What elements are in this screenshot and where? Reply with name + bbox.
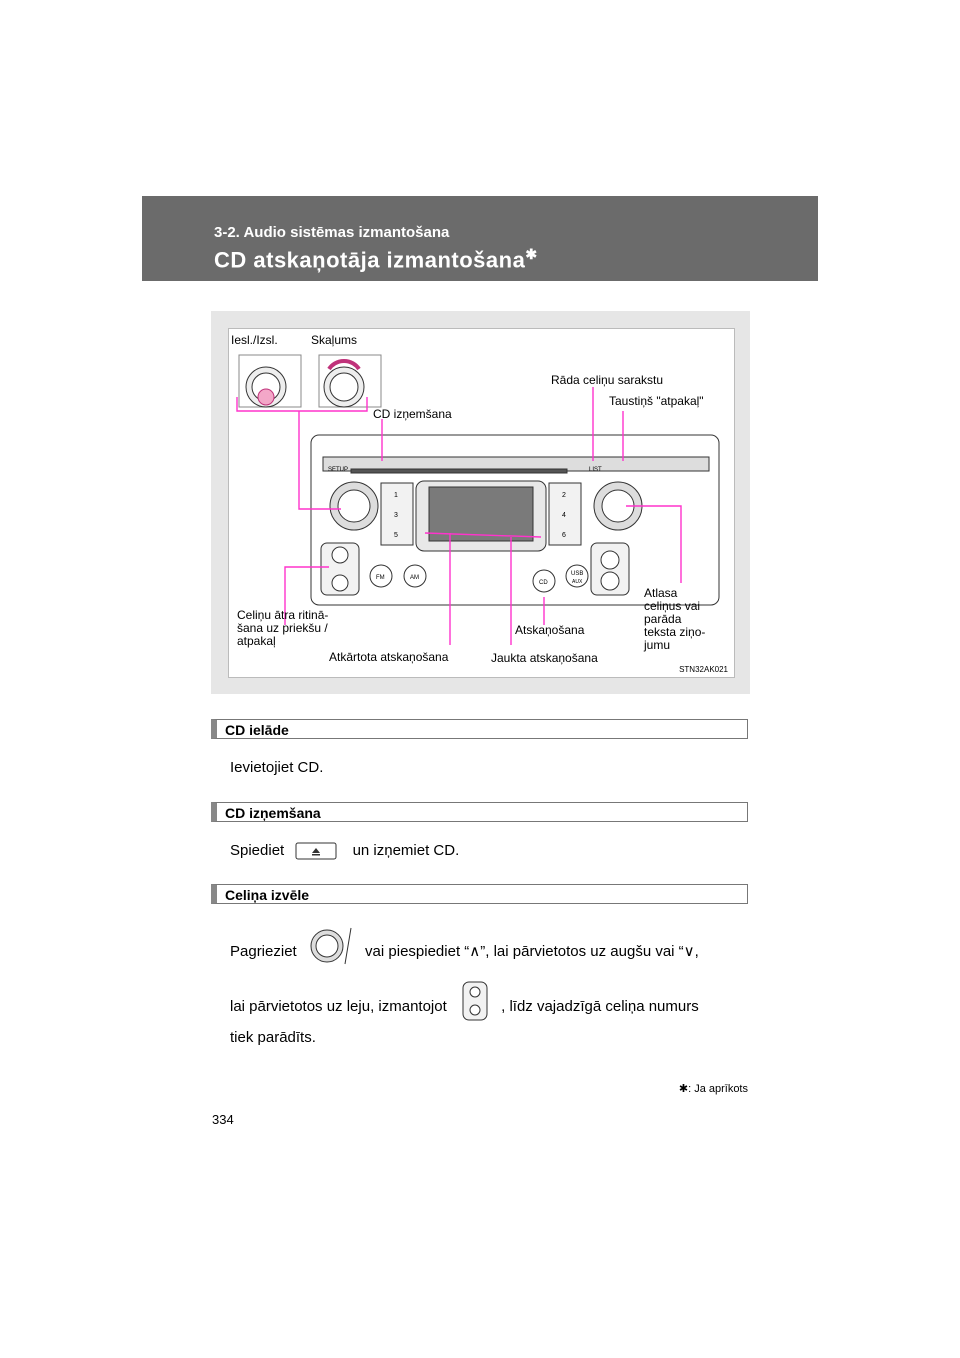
label-select-line2: celiņus vai	[644, 599, 701, 613]
label-select	[644, 587, 705, 652]
footnote-text: : Ja aprīkots	[688, 1083, 748, 1095]
volume-knob-inset	[319, 355, 381, 407]
preset-4: 4	[562, 512, 566, 519]
preset-1: 1	[394, 492, 398, 499]
label-repeat: Atkārtota atskaņošana	[329, 650, 449, 664]
track-text-2a: lai pārvietotos uz leju, izmantojot	[230, 997, 447, 1015]
section-cd-eject	[211, 802, 748, 822]
am-button-label: AM	[410, 575, 419, 581]
label-seek-line2: šana uz priekšu /	[237, 621, 328, 635]
optional-mark: ✱	[525, 246, 538, 262]
section-cd-eject-title: CD izņemšana	[225, 805, 321, 821]
label-select-line5: jumu	[644, 638, 671, 652]
cd-eject-text	[230, 841, 459, 861]
label-eject: CD izņemšana	[373, 407, 452, 421]
preset-3: 3	[394, 512, 398, 519]
label-seek	[237, 609, 328, 648]
label-seek-line1: Celiņu ātra ritinā-	[237, 608, 329, 622]
label-back: Taustiņš "atpakaļ"	[609, 394, 704, 408]
label-play: Atskaņošana	[515, 623, 585, 637]
section-cd-load	[211, 719, 748, 739]
page-title-text: CD atskaņotāja izmantošana	[214, 247, 526, 273]
label-power: Iesl./Izsl.	[231, 333, 278, 347]
section-track-select-title: Celiņa izvēle	[225, 887, 310, 903]
label-select-line4: teksta ziņo-	[644, 625, 706, 639]
preset-5: 5	[394, 532, 398, 539]
label-volume: Skaļums	[311, 333, 358, 347]
preset-6: 6	[562, 532, 566, 539]
section-label: 3-2. Audio sistēmas izmantošana	[214, 224, 450, 241]
page-number: 334	[212, 1112, 234, 1127]
label-seek-line3: atpakaļ	[237, 634, 276, 648]
cd-button-label: CD	[539, 580, 548, 586]
eject-text-before: Spiediet	[230, 842, 285, 859]
power-knob-inset	[239, 355, 301, 407]
figure-code: STN32AK021	[679, 665, 728, 674]
list-button-label: LIST	[589, 467, 602, 473]
label-random: Jaukta atskaņošana	[491, 651, 598, 665]
footnote-mark: ✱	[678, 1083, 689, 1095]
label-select-line1: Atlasa	[644, 586, 678, 600]
audio-panel-figure	[211, 311, 750, 694]
track-select-line3: tiek parādīts.	[230, 1029, 316, 1046]
audio-unit	[311, 435, 719, 605]
label-list: Rāda celiņu sarakstu	[551, 373, 664, 387]
page-title	[214, 246, 538, 273]
tune-knob-icon	[307, 926, 355, 966]
eject-button-icon	[294, 842, 342, 860]
section-cd-load-title: CD ielāde	[225, 722, 289, 738]
eject-text-after: un izņemiet CD.	[352, 842, 460, 859]
track-select-line2	[230, 993, 750, 1021]
track-text-1b: vai piespiediet “∧”, lai pārvietotos uz augšu vai “∨,	[365, 942, 699, 960]
chapter-header	[142, 196, 818, 281]
setup-button-label: SETUP	[328, 467, 349, 473]
cd-load-text: Ievietojiet CD.	[230, 759, 324, 776]
usb-button-label: USB	[571, 571, 584, 577]
label-select-line3: parāda	[644, 612, 682, 626]
track-text-1a: Pagrieziet	[230, 942, 297, 960]
aux-button-label: AUX	[572, 579, 583, 585]
section-track-select	[211, 884, 748, 904]
footnote	[679, 1082, 748, 1095]
fm-button-label: FM	[376, 575, 385, 581]
track-select-line1	[230, 938, 750, 966]
seek-up-down-icon	[459, 981, 493, 1021]
track-text-2b: , līdz vajadzīgā celiņa numurs	[501, 997, 699, 1015]
preset-2: 2	[562, 492, 566, 499]
